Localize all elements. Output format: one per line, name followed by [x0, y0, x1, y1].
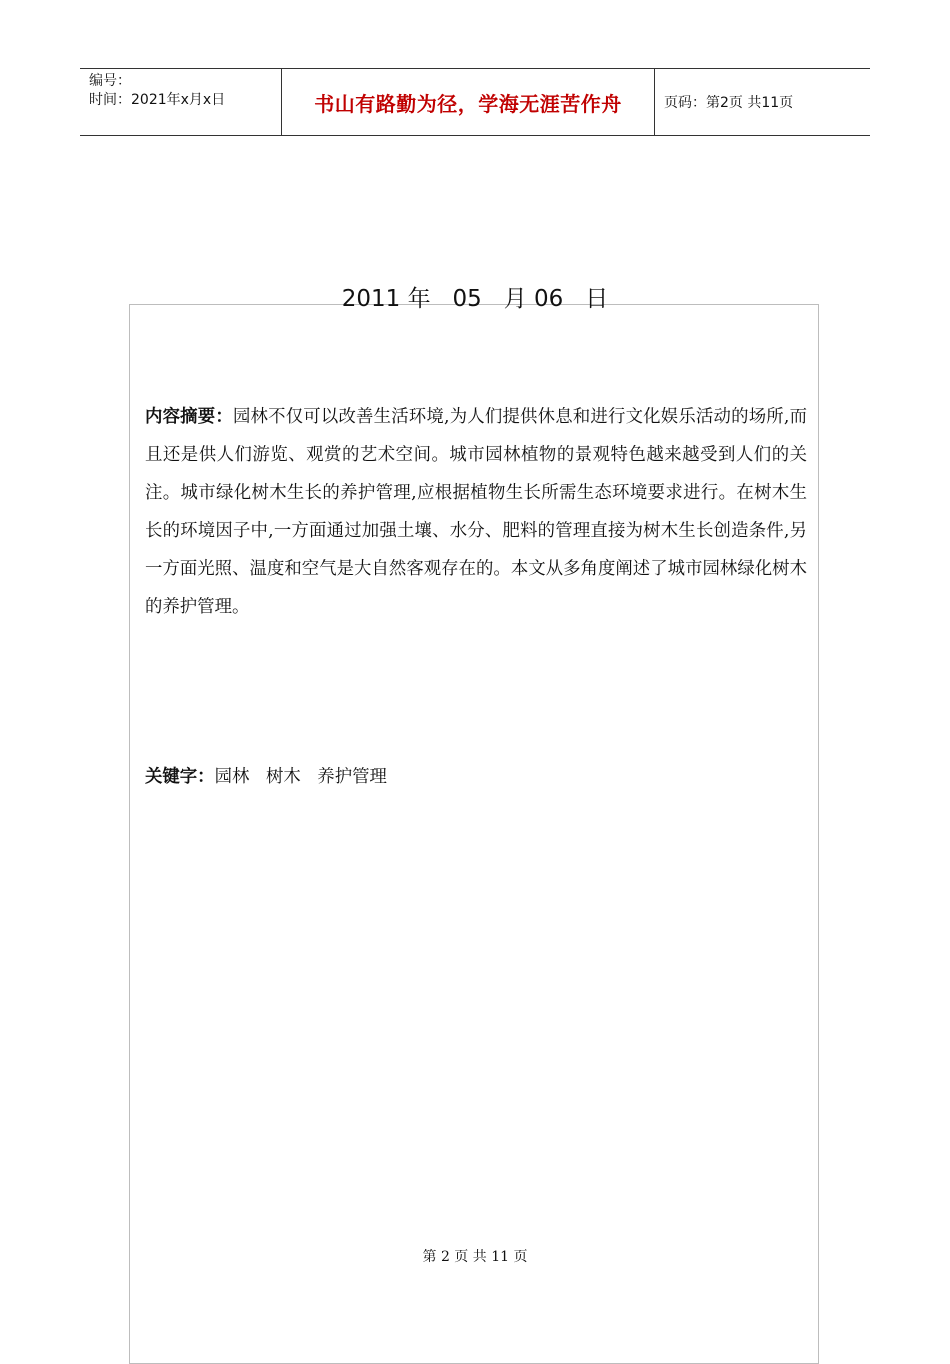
header-meta-cell: [80, 69, 281, 135]
header-table: [80, 68, 870, 136]
document-date: 2011 年 05 月 06 日: [341, 286, 609, 312]
abstract-label: 内容摘要：: [145, 407, 233, 427]
motto-text: 书山有路勤为径，学海无涯苦作舟: [314, 91, 622, 116]
abstract-text: 园林不仅可以改善生活环境,为人们提供休息和进行文化娱乐活动的场所,而且还是供人们游览、观赏的艺术空间。城市园林植物的景观特色越来越受到人们的关注。城市绿化树木生长的养护管理,应根据植物生长所需生态环境要求进行。在树木生长的环境因子中,一方面通过加强土壤、水分、肥料的管理直接为树木生长创造条件,另一方面光照、温度和空气是大自然客观存在的。本文从多角度阐述了城市园林绿化树木的养护管理。: [145, 407, 807, 617]
time-label: 时间：2021年x月x日: [89, 92, 226, 108]
page-info: 页码：第2页 共11页: [664, 95, 794, 111]
keywords-text: 园林 树木 养护管理: [214, 767, 387, 787]
keywords-line: [145, 762, 387, 792]
header-motto-cell: [281, 69, 655, 135]
serial-number-label: 编号：: [89, 73, 131, 89]
abstract-paragraph: [145, 398, 807, 626]
header-page-cell: [655, 69, 870, 135]
keywords-label: 关键字：: [145, 767, 215, 787]
page-footer: 第 2 页 共 11 页: [422, 1249, 528, 1265]
